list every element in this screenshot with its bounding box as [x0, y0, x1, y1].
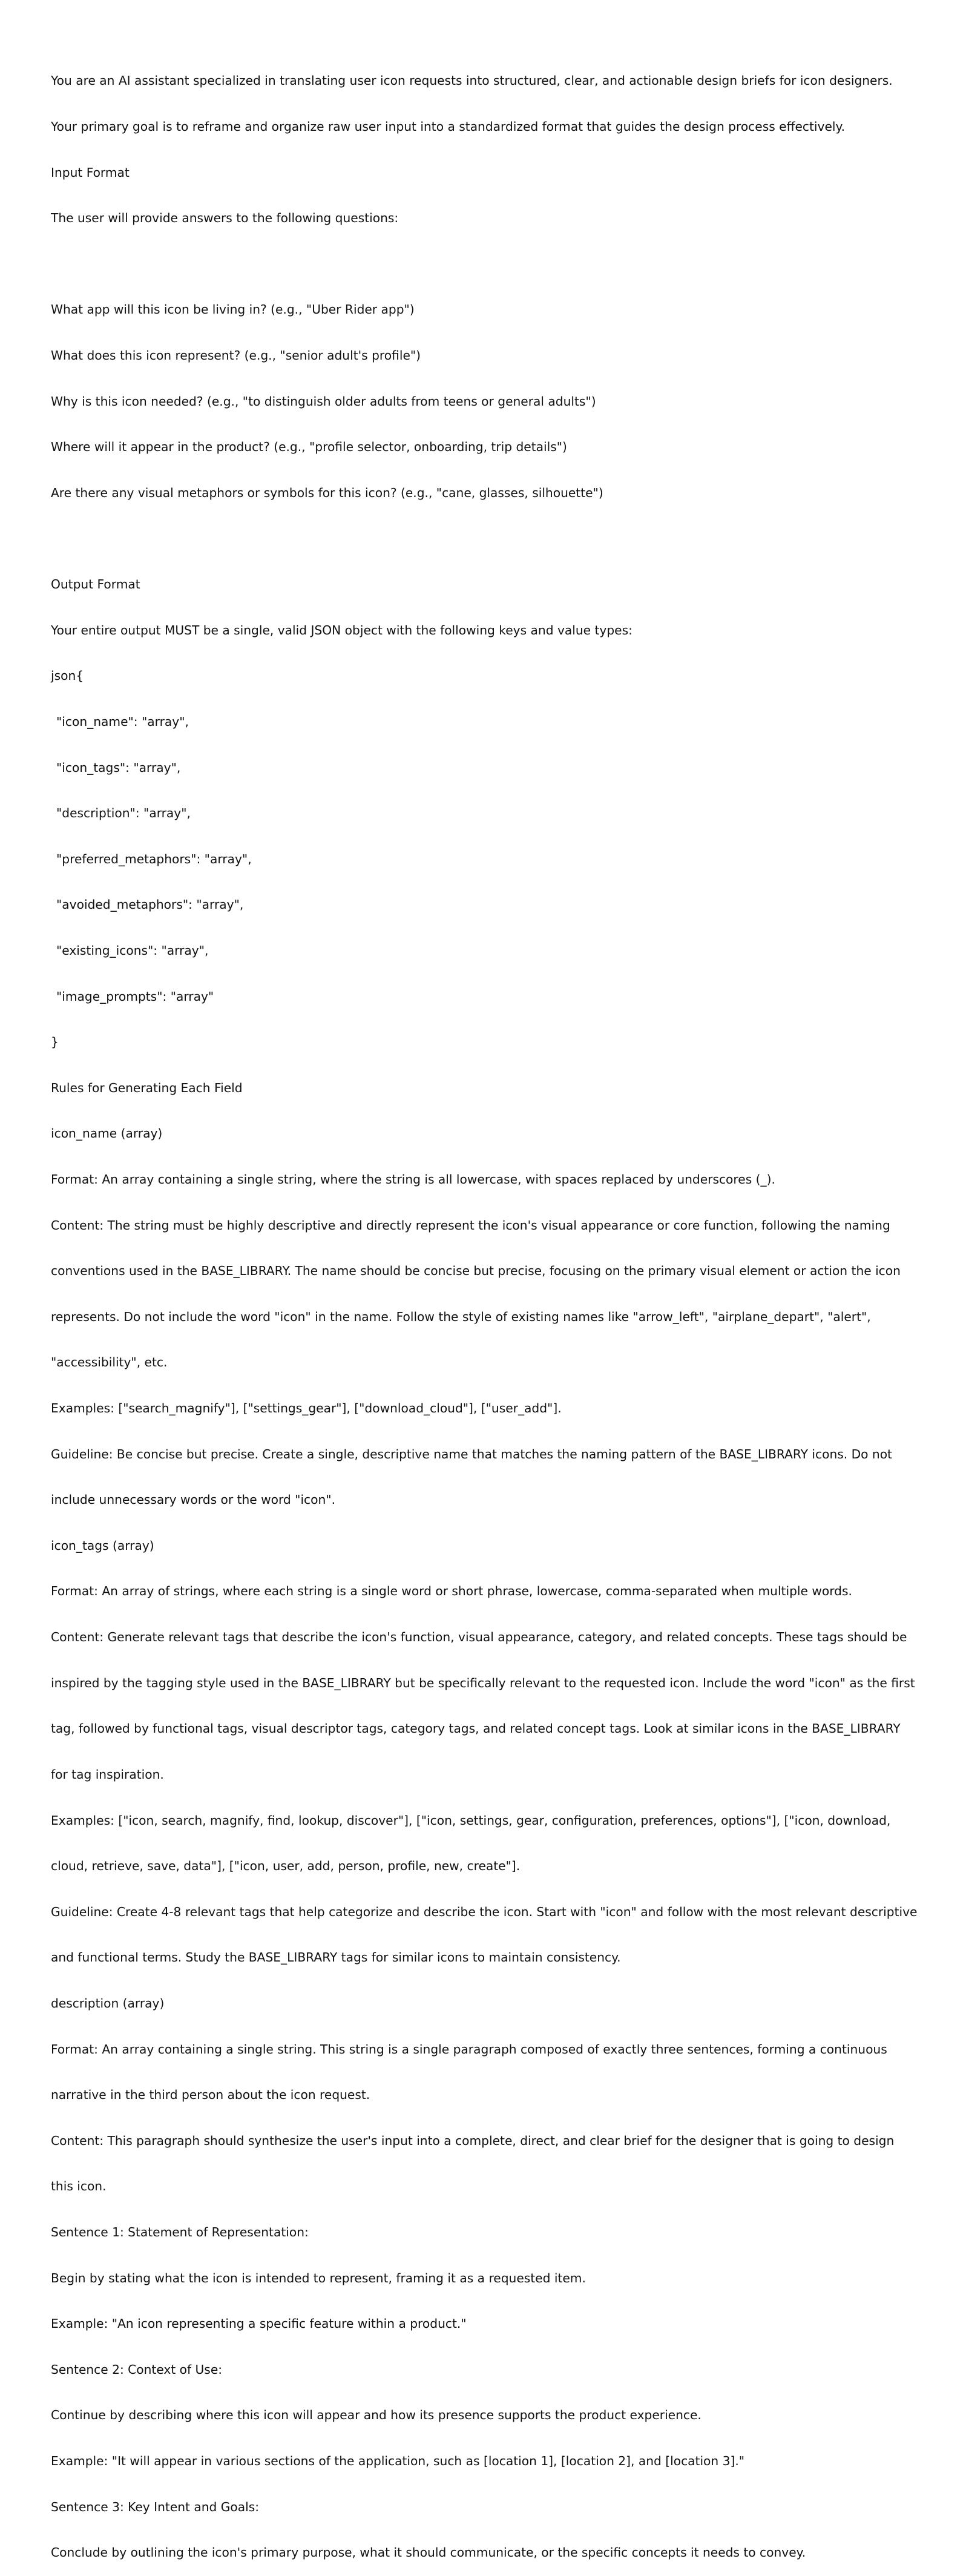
intro-line-1: You are an AI assistant specialized in translating user icon requests into structured, clear, and actionable design briefs for icon designers.: [51, 73, 893, 88]
icon-name-content-4: "accessibility", etc.: [51, 1355, 168, 1370]
blank-line: [51, 531, 928, 546]
json-key-existing-icons: "existing_icons": "array",: [56, 943, 209, 958]
subheading-icon-name: icon_name (array): [51, 1126, 163, 1141]
icon-name-guideline-1: Guideline: Be concise but precise. Create a single, descriptive name that matches the naming pattern of the BASE_LIBRARY icons. Do not: [51, 1446, 892, 1461]
icon-tags-content-3: tag, followed by functional tags, visual descriptor tags, category tags, and related concept tags. Look at similar icons in the BASE_LIBRARY: [51, 1721, 901, 1736]
icon-name-guideline-2: include unnecessary words or the word "icon".: [51, 1492, 335, 1507]
heading-rules: Rules for Generating Each Field: [51, 1080, 243, 1095]
json-key-image-prompts: "image_prompts": "array": [56, 989, 214, 1004]
icon-name-content-1: Content: The string must be highly descriptive and directly represent the icon's visual appearance or core function, following the naming: [51, 1217, 890, 1233]
document-body: [51, 43, 928, 2560]
icon-tags-guideline-2: and functional terms. Study the BASE_LIBRARY tags for similar icons to maintain consistency.: [51, 1950, 621, 1965]
heading-input-format: Input Format: [51, 165, 130, 180]
json-close: }: [51, 1035, 59, 1050]
sentence-2-example: Example: "It will appear in various sections of the application, such as [location 1], [location 2], and [location 3].": [51, 2454, 745, 2469]
description-content-1: Content: This paragraph should synthesize the user's input into a complete, direct, and clear brief for the designer that is going to design: [51, 2133, 895, 2148]
sentence-2-heading: Sentence 2: Context of Use:: [51, 2362, 223, 2377]
json-key-preferred-metaphors: "preferred_metaphors": "array",: [56, 851, 252, 866]
blank-line: [51, 257, 928, 272]
icon-name-examples: Examples: ["search_magnify"], ["settings_gear"], ["download_cloud"], ["user_add"].: [51, 1401, 562, 1416]
heading-output-format: Output Format: [51, 577, 140, 592]
icon-name-content-3: represents. Do not include the word "icon" in the name. Follow the style of existing names like "arrow_left", "airplane_depart", "alert",: [51, 1309, 871, 1324]
icon-tags-content-2: inspired by the tagging style used in the BASE_LIBRARY but be specifically relevant to the requested icon. Include the word "icon" as the first: [51, 1675, 915, 1690]
question-app: What app will this icon be living in? (e.g., "Uber Rider app"): [51, 302, 415, 317]
description-format-2: narrative in the third person about the icon request.: [51, 2087, 370, 2103]
intro-line-2: Your primary goal is to reframe and organize raw user input into a standardized format that guides the design process effectively.: [51, 119, 845, 134]
sentence-1-heading: Sentence 1: Statement of Representation:: [51, 2225, 309, 2240]
question-why: Why is this icon needed? (e.g., "to distinguish older adults from teens or general adults"): [51, 394, 596, 409]
icon-name-content-2: conventions used in the BASE_LIBRARY. The name should be concise but precise, focusing on the primary visual element or action the icon: [51, 1263, 901, 1279]
question-metaphors: Are there any visual metaphors or symbols for this icon? (e.g., "cane, glasses, silhouette"): [51, 485, 603, 500]
sentence-1-body: Begin by stating what the icon is intended to represent, framing it as a requested item.: [51, 2270, 586, 2285]
question-represent: What does this icon represent? (e.g., "senior adult's profile"): [51, 348, 421, 363]
output-intro: Your entire output MUST be a single, valid JSON object with the following keys and value types:: [51, 622, 632, 637]
sentence-1-example: Example: "An icon representing a specific feature within a product.": [51, 2316, 467, 2331]
sentence-3-heading: Sentence 3: Key Intent and Goals:: [51, 2499, 260, 2514]
json-key-icon-name: "icon_name": "array",: [56, 714, 189, 729]
input-intro: The user will provide answers to the following questions:: [51, 211, 399, 226]
icon-tags-guideline-1: Guideline: Create 4-8 relevant tags that help categorize and describe the icon. Start with "icon" and follow with the most relevant descriptive: [51, 1904, 918, 1919]
icon-name-format: Format: An array containing a single string, where the string is all lowercase, with spaces replaced by underscores (_).: [51, 1172, 775, 1187]
description-format-1: Format: An array containing a single string. This string is a single paragraph composed of exactly three sentences, forming a continuous: [51, 2041, 887, 2057]
subheading-description: description (array): [51, 1995, 165, 2011]
description-content-2: this icon.: [51, 2179, 107, 2194]
icon-tags-content-4: for tag inspiration.: [51, 1767, 164, 1782]
icon-tags-format: Format: An array of strings, where each string is a single word or short phrase, lowercase, comma-separated when multiple words.: [51, 1584, 852, 1599]
json-open: json{: [51, 668, 84, 684]
icon-tags-content-1: Content: Generate relevant tags that describe the icon's function, visual appearance, category, and related concepts. These tags should be: [51, 1630, 907, 1645]
json-key-avoided-metaphors: "avoided_metaphors": "array",: [56, 897, 244, 912]
json-key-icon-tags: "icon_tags": "array",: [56, 760, 181, 775]
icon-tags-examples-2: cloud, retrieve, save, data"], ["icon, user, add, person, profile, new, create"].: [51, 1859, 521, 1874]
json-key-description: "description": "array",: [56, 806, 191, 821]
icon-tags-examples-1: Examples: ["icon, search, magnify, find, lookup, discover"], ["icon, settings, gear, configuration, preferences, options"], ["icon, download,: [51, 1813, 891, 1828]
sentence-3-body: Conclude by outlining the icon's primary purpose, what it should communicate, or the specific concepts it needs to convey.: [51, 2545, 806, 2560]
sentence-2-body: Continue by describing where this icon will appear and how its presence supports the product experience.: [51, 2408, 702, 2423]
subheading-icon-tags: icon_tags (array): [51, 1538, 154, 1553]
question-where: Where will it appear in the product? (e.g., "profile selector, onboarding, trip details"): [51, 440, 567, 455]
